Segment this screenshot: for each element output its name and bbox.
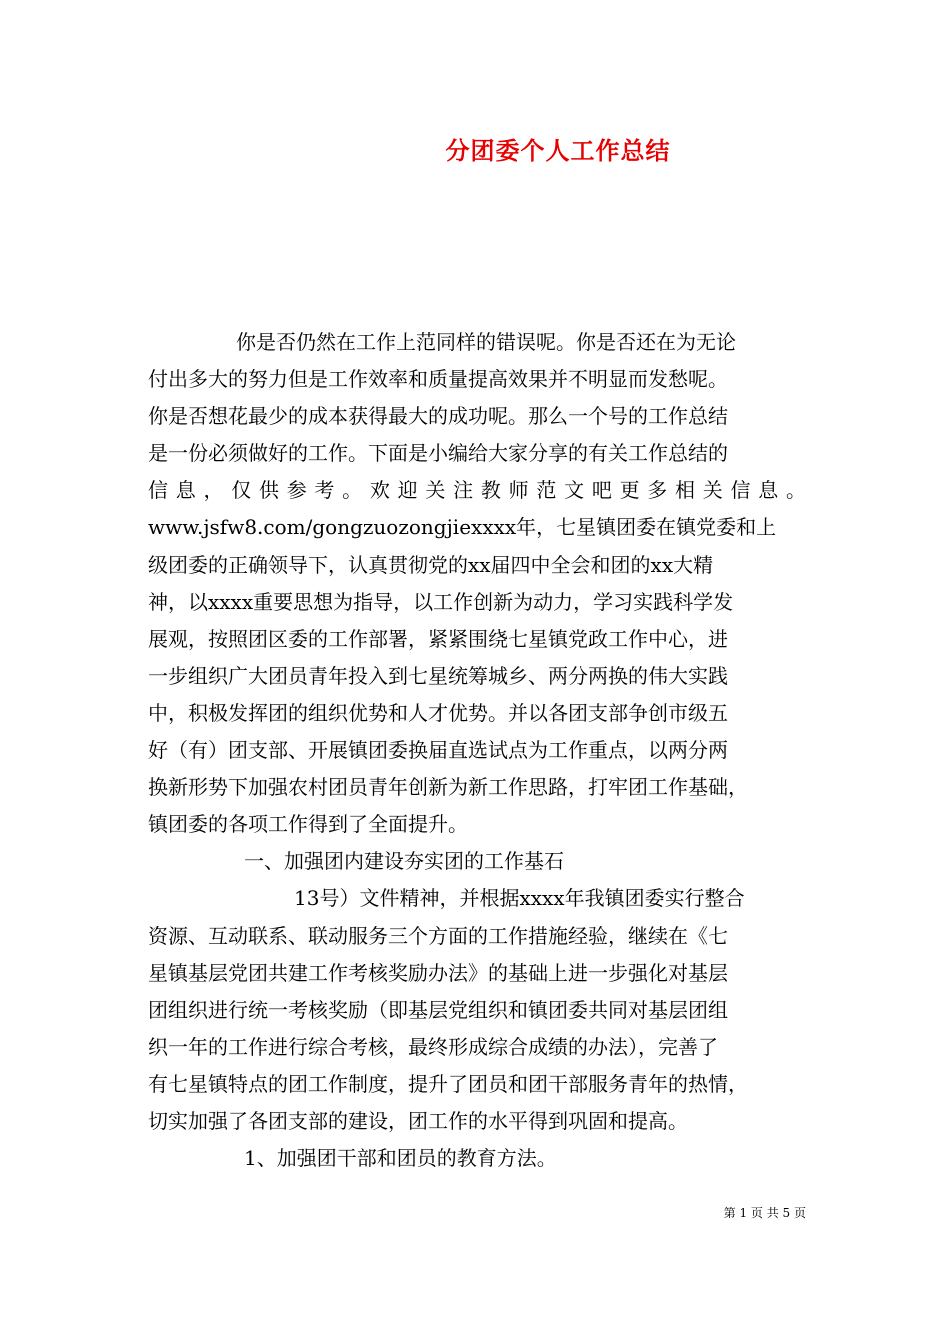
paragraph-line: 展观，按照团区委的工作部署，紧紧围绕七星镇党政工作中心，进 bbox=[148, 626, 728, 651]
paragraph-line: 你是否想花最少的成本获得最大的成功呢。那么一个号的工作总结 bbox=[148, 404, 728, 429]
section-heading: 一、加强团内建设夯实团的工作基石 bbox=[244, 849, 564, 874]
paragraph-line: 资源、互动联系、联动服务三个方面的工作措施经验，继续在《七 bbox=[148, 923, 728, 948]
paragraph-line: 星镇基层党团共建工作考核奖励办法》的基础上进一步强化对基层 bbox=[148, 960, 728, 985]
paragraph-line: 换新形势下加强农村团员青年创新为新工作思路，打牢团工作基础， bbox=[148, 775, 748, 800]
subsection-heading: 1、加强团干部和团员的教育方法。 bbox=[244, 1146, 557, 1171]
paragraph-line: www.jsfw8.com/gongzuozongjiexxxx年，七星镇团委在镇党委和上 bbox=[148, 515, 777, 540]
paragraph-line: 付出多大的努力但是工作效率和质量提高效果并不明显而发愁呢。 bbox=[148, 367, 728, 392]
paragraph-line: 13号）文件精神，并根据xxxx年我镇团委实行整合 bbox=[294, 886, 745, 911]
paragraph-line: 你是否仍然在工作上范同样的错误呢。你是否还在为无论 bbox=[236, 330, 736, 354]
paragraph-line: 神，以xxxx重要思想为指导，以工作创新为动力，学习实践科学发 bbox=[148, 589, 734, 614]
paragraph-line: 织一年的工作进行综合考核，最终形成综合成绩的办法），完善了 bbox=[148, 1034, 718, 1059]
paragraph-line: 一步组织广大团员青年投入到七星统筹城乡、两分两换的伟大实践 bbox=[148, 663, 728, 688]
paragraph-line: 信息，仅供参考。欢迎关注教师范文吧更多相关信息。 bbox=[148, 478, 806, 503]
paragraph-line: 中，积极发挥团的组织优势和人才优势。并以各团支部争创市级五 bbox=[148, 700, 728, 725]
paragraph-line: 团组织进行统一考核奖励（即基层党组织和镇团委共同对基层团组 bbox=[148, 997, 728, 1022]
document-body bbox=[148, 324, 806, 1177]
paragraph-line: 好（有）团支部、开展镇团委换届直选试点为工作重点，以两分两 bbox=[148, 738, 728, 763]
document-title: 分团委个人工作总结 bbox=[445, 136, 671, 165]
paragraph-line: 是一份必须做好的工作。下面是小编给大家分享的有关工作总结的 bbox=[148, 441, 728, 466]
page-number-footer: 第 1 页 共 5 页 bbox=[723, 1206, 806, 1220]
paragraph-line: 级团委的正确领导下，认真贯彻党的xx届四中全会和团的xx大精 bbox=[148, 552, 714, 577]
paragraph-line: 镇团委的各项工作得到了全面提升。 bbox=[148, 812, 468, 837]
paragraph-line: 切实加强了各团支部的建设，团工作的水平得到巩固和提高。 bbox=[148, 1108, 688, 1133]
paragraph-line: 有七星镇特点的团工作制度，提升了团员和团干部服务青年的热情， bbox=[148, 1071, 748, 1096]
